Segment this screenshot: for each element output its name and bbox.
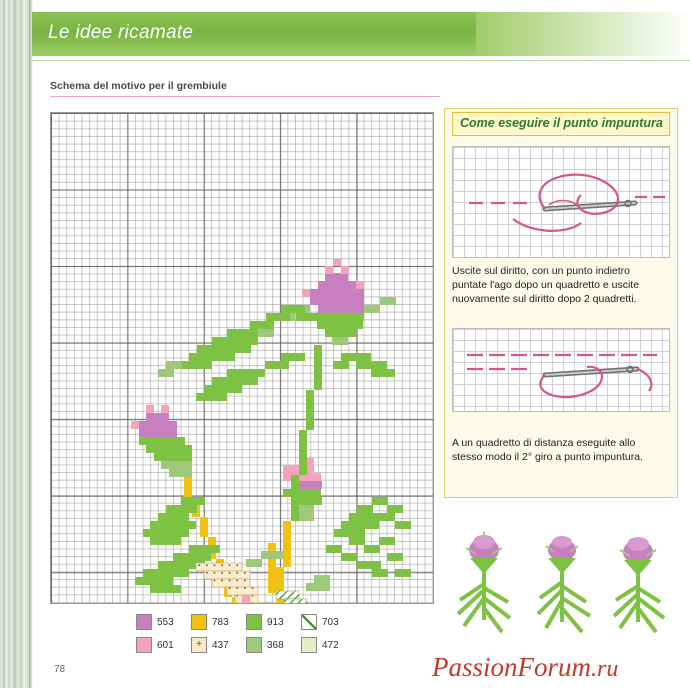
instruction-box-title: Come eseguire il punto impuntura: [460, 116, 663, 130]
page-title: Le idee ricamate: [48, 22, 194, 43]
legend-code: 913: [267, 616, 284, 628]
chart-motif-artwork: [51, 113, 433, 603]
legend-item: [136, 612, 187, 632]
legend-code: 601: [157, 639, 174, 651]
header-divider: [32, 60, 690, 61]
instruction-step1-text: Uscite sul diritto, con un punto indietro puntate l'ago dopo un quadretto e uscite nuovamente sul diritto dopo 2 quadretti.: [452, 265, 640, 305]
instruction-step2-text: A un quadretto di distanza eseguite allo stesso modo il 2° giro a punto impuntura.: [452, 437, 643, 463]
watermark: [432, 652, 618, 683]
legend-code: 368: [267, 639, 284, 651]
legend-code: 437: [212, 639, 229, 651]
legend-item: [191, 612, 242, 632]
legend-item: [246, 635, 297, 655]
embroidered-motifs-photo: [444, 520, 676, 650]
color-legend: [136, 612, 352, 655]
legend-item: [136, 635, 187, 655]
legend-code: 703: [322, 616, 339, 628]
caption-divider: [50, 96, 440, 97]
legend-code: 553: [157, 616, 174, 628]
legend-swatch: [246, 637, 262, 653]
legend-swatch: [136, 637, 152, 653]
legend-code: 783: [212, 616, 229, 628]
legend-swatch: [246, 614, 262, 630]
chart-caption: Schema del motivo per il grembiule: [50, 80, 227, 92]
stitch-diagram-step1: [452, 146, 670, 258]
legend-item: [246, 612, 297, 632]
legend-swatch: [136, 614, 152, 630]
stitch-diagram-step2: [452, 328, 670, 412]
spine-edge: [29, 0, 33, 688]
legend-item: [301, 635, 352, 655]
page-number: 78: [54, 664, 66, 675]
stitch-diagram-step1-art: [453, 147, 669, 257]
legend-code: 472: [322, 639, 339, 651]
book-spine: [0, 0, 32, 688]
motifs-art: [444, 520, 676, 650]
legend-swatch: [191, 614, 207, 630]
watermark-suffix: .ru: [591, 656, 619, 682]
stitch-diagram-step2-art: [453, 329, 669, 411]
header-banner-fade: [476, 12, 690, 56]
watermark-main: PassionForum: [432, 652, 592, 682]
legend-swatch: [301, 637, 317, 653]
cross-stitch-chart: [50, 112, 434, 604]
legend-swatch: +: [191, 637, 207, 653]
legend-item: [301, 612, 352, 632]
legend-item: [191, 635, 242, 655]
legend-swatch: [301, 614, 317, 630]
